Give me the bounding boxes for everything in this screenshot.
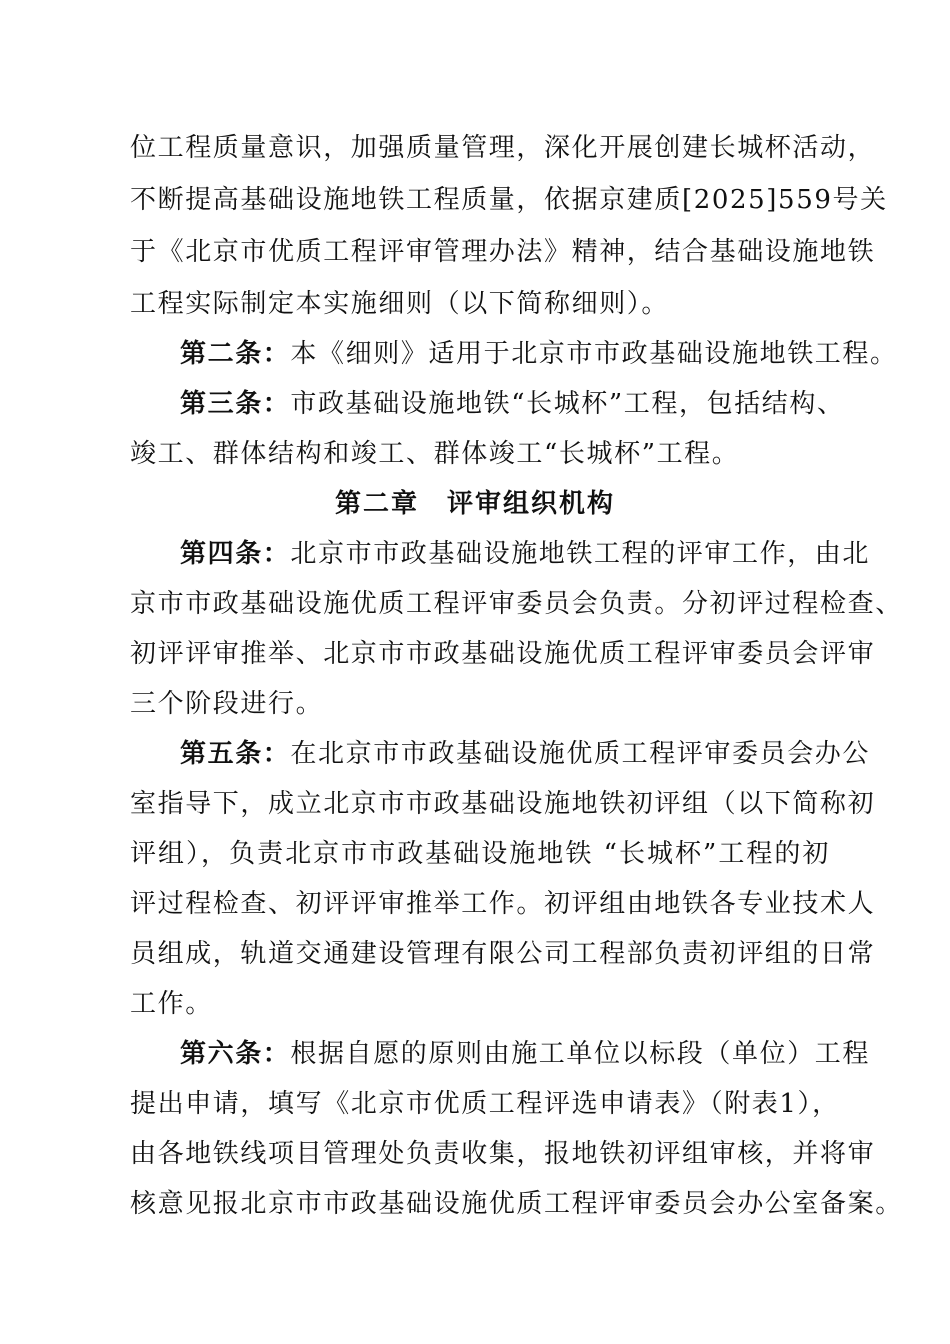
article-label: 第二条：: [180, 339, 291, 369]
article-text: 市政基础设施地铁“长城杯”工程，包括结构、: [290, 389, 845, 419]
paragraph-line: 提出申请，填写《北京市优质工程评选申请表》（附表1），: [130, 1089, 840, 1119]
article-2: [180, 338, 898, 370]
paragraph-line: 由各地铁线项目管理处负责收集，报地铁初评组审核，并将审: [130, 1139, 876, 1169]
paragraph-line: 核意见报北京市市政基础设施优质工程评审委员会办公室备案。: [130, 1189, 903, 1219]
paragraph-line: 室指导下，成立北京市市政基础设施地铁初评组（以下简称初: [130, 789, 876, 819]
article-label: 第三条：: [180, 389, 291, 419]
chapter-heading: 第二章 评审组织机构: [334, 489, 615, 519]
paragraph-line: 初评评审推举、北京市市政基础设施优质工程评审委员会评审: [130, 639, 876, 669]
paragraph-line: 于《北京市优质工程评审管理办法》精神，结合基础设施地铁: [130, 237, 876, 267]
article-6: [180, 1038, 871, 1070]
paragraph-line: 京市市政基础设施优质工程评审委员会负责。分初评过程检查、: [130, 589, 903, 619]
paragraph-line: 工作。: [130, 989, 213, 1019]
article-label: 第四条：: [180, 539, 291, 569]
paragraph-line: 三个阶段进行。: [130, 689, 324, 719]
article-3: [180, 388, 845, 420]
paragraph-line: 评过程检查、初评评审推举工作。初评组由地铁各专业技术人: [130, 889, 876, 919]
article-text: 北京市市政基础设施地铁工程的评审工作，由北: [290, 539, 871, 569]
paragraph-line: 员组成，轨道交通建设管理有限公司工程部负责初评组的日常: [130, 939, 876, 969]
article-text: 本《细则》适用于北京市市政基础设施地铁工程。: [290, 339, 898, 369]
paragraph-line: 位工程质量意识，加强质量管理，深化开展创建长城杯活动，: [130, 133, 876, 163]
article-label: 第五条：: [180, 739, 291, 769]
paragraph-line: 评组），负责北京市市政基础设施地铁 “长城杯”工程的初: [130, 839, 830, 869]
article-5: [180, 738, 871, 770]
article-label: 第六条：: [180, 1039, 291, 1069]
article-text: 根据自愿的原则由施工单位以标段（单位）工程: [290, 1039, 871, 1069]
article-4: [180, 538, 871, 570]
paragraph-line: 竣工、群体结构和竣工、群体竣工“长城杯”工程。: [130, 439, 740, 469]
paragraph-line: 不断提高基础设施地铁工程质量，依据京建质[2025]559号关: [130, 185, 888, 215]
article-text: 在北京市市政基础设施优质工程评审委员会办公: [290, 739, 871, 769]
paragraph-line: 工程实际制定本实施细则（以下简称细则）。: [130, 289, 670, 319]
